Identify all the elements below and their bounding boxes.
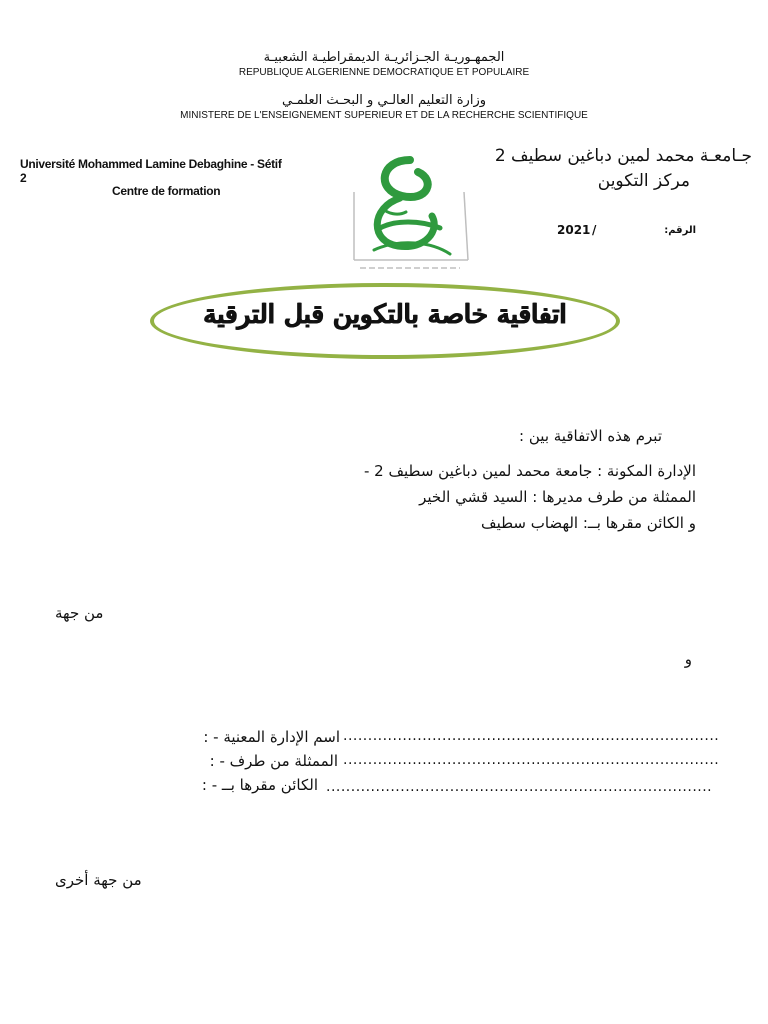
side-two-label: من جهة أخرى xyxy=(55,871,142,889)
ministry-name-fr: MINISTERE DE L'ENSEIGNEMENT SUPERIEUR ET DE LA RECHERCHE SCIENTIFIQUE xyxy=(180,110,588,121)
university-name-ar: جـامعـة محمد لمين دباغين سطيف 2 xyxy=(494,146,752,166)
agreement-intro: تبرم هذه الاتفاقية بين : xyxy=(519,427,662,445)
university-logo xyxy=(340,150,480,280)
republic-name-ar: الجمهـوريـة الجـزائريـة الديمقراطيـة الشعبيـة xyxy=(263,50,505,65)
party2-seat-line: .............................................................................. xyxy=(326,779,713,795)
ministry-name-ar: وزارة التعليم العالـي و البحـث العلمـي xyxy=(281,93,487,108)
reference-label: الرقم: xyxy=(664,225,696,236)
training-center-fr: Centre de formation xyxy=(112,184,221,198)
party2-representative-line: ............................................................................ xyxy=(343,752,720,768)
party1-seat: و الكائن مقرها بــ: الهضاب سطيف xyxy=(481,514,696,532)
training-center-ar: مركز التكوين xyxy=(597,171,690,191)
party2-admin-line: ............................................................................ xyxy=(343,728,720,744)
party2-admin-label: اسم الإدارة المعنية - : xyxy=(203,728,340,746)
party1-representative: الممثلة من طرف مديرها : السيد قشي الخير xyxy=(419,488,696,506)
reference-year: 2021 xyxy=(557,223,591,237)
and-connector: و xyxy=(684,650,692,668)
university-name-fr: Université Mohammed Lamine Debaghine - Sétif 2 xyxy=(20,157,282,185)
party1-admin: الإدارة المكونة : جامعة محمد لمين دباغين سطيف 2 - xyxy=(363,462,696,480)
document-title: اتفاقية خاصة بالتكوين قبل الترقية xyxy=(203,300,567,330)
republic-name-fr: REPUBLIQUE ALGERIENNE DEMOCRATIQUE ET POPULAIRE xyxy=(238,67,530,78)
party2-representative-label: الممثلة من طرف - : xyxy=(209,752,338,770)
party2-seat-label: الكائن مقرها بــ - : xyxy=(201,776,318,794)
side-one-label: من جهة xyxy=(55,604,104,622)
reference-separator: / xyxy=(592,223,597,237)
